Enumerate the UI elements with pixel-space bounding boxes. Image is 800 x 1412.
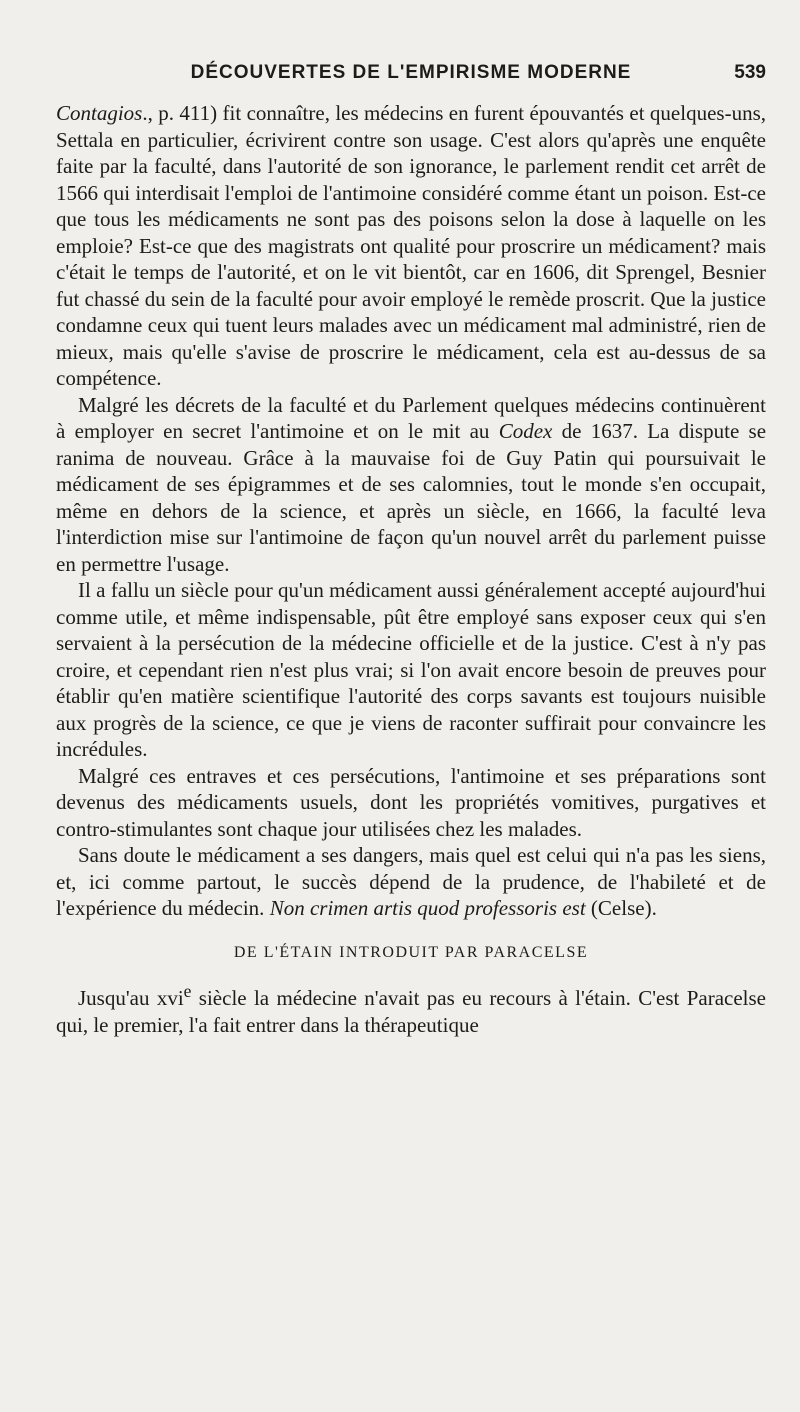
paragraph-text: (Celse).: [585, 896, 657, 920]
latin-quote: Non crimen artis quod professoris est: [269, 896, 586, 920]
paragraph-text: Malgré ces entraves et ces persécutions, l'antimoine et ses préparations sont devenus des médicaments usuels, dont les propriétés vomitives, purgatives et contro-stimulantes sont chaque jour utilisées chez les malades.: [56, 763, 766, 841]
paragraph-text: de 1637. La dispute se ranima de nouveau. Grâce à la mauvaise foi de Guy Patin qui poursuivait le médicament de ses épigrammes et de ses calomnies, tout le monde s'en occupait, même en dehors de la science, et après un siècle, en 1666, la faculté leva l'interdiction mise sur l'antimoine de façon qu'un nouvel arrêt du parlement puisse en permettre l'usage.: [56, 419, 767, 576]
paragraph-5: [56, 842, 766, 922]
paragraph-text: ., p. 411) fit connaître, les médecins en furent épouvantés et quelques-uns, Settala en particulier, écrivirent contre son usage. C'est alors qu'après une enquête faite par la faculté, dans l'autorité de son ignorance, le parlement rendit cet arrêt de 1566 qui interdisait l'emploi de l'antimoine considéré comme étant un poison. Est-ce que tous les médicaments ne sont pas des poisons selon la dose à laquelle on les emploie? Est-ce que des magistrats ont qualité pour proscrire un médicament? mais c'était le temps de l'autorité, et on le vit bientôt, car en 1606, dit Sprengel, Besnier fut chassé du sein de la faculté pour avoir employé le remède proscrit. Que la justice condamne ceux qui tuent leurs malades avec un médicament mal administré, rien de mieux, mais qu'elle s'avise de proscrire le médicament, cela est au-dessus de sa compétence.: [56, 101, 766, 390]
paragraph-1: [56, 100, 766, 392]
body-text: [56, 100, 766, 1038]
paragraph-3: [56, 577, 766, 763]
paragraph-6: [56, 978, 766, 1038]
paragraph-text: Jusqu'au xvi: [78, 986, 184, 1010]
paragraph-text: Il a fallu un siècle pour qu'un médicament aussi généralement accepté aujourd'hui comme utile, et même indispensable, pût être employé sans exposer ceux qui s'en servaient à la persécution de la médecine officielle et de la justice. C'est à n'y pas croire, et cependant rien n'est plus vrai; si l'on avait encore besoin de preuves pour établir qu'en matière scientifique l'autorité des corps savants est toujours nuisible aux progrès de la science, ce que je viens de raconter suffirait pour convaincre les incrédules.: [56, 578, 766, 761]
running-head: DÉCOUVERTES DE L'EMPIRISME MODERNE: [190, 62, 632, 83]
italic-term: Codex: [498, 419, 553, 443]
page-number: 539: [734, 62, 766, 83]
superscript: e: [183, 981, 192, 1001]
paragraph-text: Sans doute le médicament a ses dangers, mais quel est celui qui n'a pas les siens, et, ici comme partout, le succès dépend de la prudence, de l'habileté et de l'expérience du médecin.: [56, 843, 766, 920]
paragraph-text: Malgré les décrets de la faculté et du Parlement quelques médecins continuèrent à employer en secret l'antimoine et on le mit au: [56, 392, 766, 443]
paragraph-2: [56, 392, 766, 578]
paragraph-text: siècle la médecine n'avait pas eu recours à l'étain. C'est Paracelse qui, le premier, l'a fait entrer dans la thérapeutique: [56, 986, 766, 1037]
section-heading: DE L'ÉTAIN INTRODUIT PAR PARACELSE: [233, 943, 589, 961]
italic-term: Contagios: [56, 101, 143, 125]
book-page: [56, 0, 766, 1412]
paragraph-4: [56, 763, 766, 843]
